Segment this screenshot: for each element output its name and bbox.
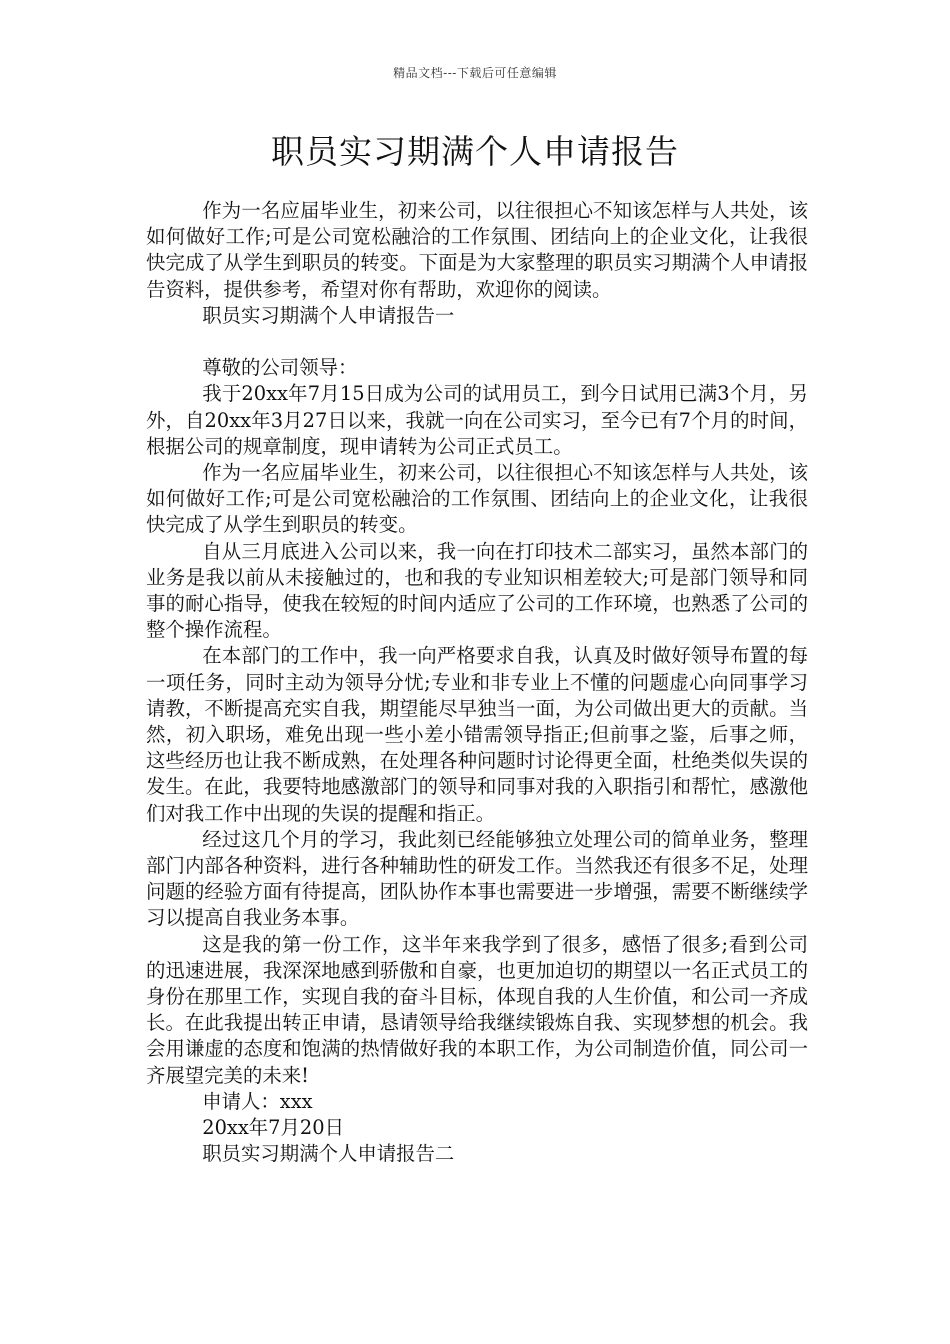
body-paragraph: 作为一名应届毕业生，初来公司，以往很担心不知该怎样与人共处，该如何做好工作;可是公司宽松融洽的工作氛围、团结向上的企业文化，让我很快完成了从学生到职员的转变。 [146, 461, 808, 537]
section-1-title: 职员实习期满个人申请报告一 [202, 303, 455, 327]
application-date: 20xx年7月20日 [202, 1116, 344, 1140]
applicant-signature: 申请人：xxx [202, 1089, 313, 1113]
document-body [146, 198, 808, 1168]
body-paragraph: 这是我的第一份工作，这半年来我学到了很多，感悟了很多;看到公司的迅速进展，我深深地感到骄傲和自豪，也更加迫切的期望以一名正式员工的身份在那里工作，实现自我的奋斗目标，体现自我的人生价值，和公司一齐成长。在此我提出转正申请，恳请领导给我继续锻炼自我、实现梦想的机会。我会用谦虚的态度和饱满的热情做好我的本职工作，为公司制造价值，同公司一齐展望完美的未来! [146, 932, 808, 1087]
body-paragraph: 我于20xx年7月15日成为公司的试用员工，到今日试用已满3个月，另外，自20xx年3月27日以来，我就一向在公司实习，至今已有7个月的时间，根据公司的规章制度，现申请转为公司正式员工。 [146, 382, 808, 458]
document-title: 职员实习期满个人申请报告 [271, 132, 679, 171]
blank-line [146, 329, 808, 355]
salutation: 尊敬的公司领导： [202, 356, 358, 380]
intro-paragraph: 作为一名应届毕业生，初来公司，以往很担心不知该怎样与人共处，该如何做好工作;可是公司宽松融洽的工作氛围、团结向上的企业文化，让我很快完成了从学生到职员的转变。下面是为大家整理的职员实习期满个人申请报告资料，提供参考，希望对你有帮助，欢迎你的阅读。 [146, 199, 808, 301]
body-paragraph: 自从三月底进入公司以来，我一向在打印技术二部实习，虽然本部门的业务是我以前从未接触过的，也和我的专业知识相差较大;可是部门领导和同事的耐心指导，使我在较短的时间内适应了公司的工作环境，也熟悉了公司的整个操作流程。 [146, 539, 808, 642]
header-note: 精品文档---下载后可任意编辑 [393, 66, 557, 80]
body-paragraph: 经过这几个月的学习，我此刻已经能够独立处理公司的简单业务，整理部门内部各种资料，进行各种辅助性的研发工作。当然我还有很多不足，处理问题的经验方面有待提高，团队协作本事也需要进一步增强，需要不断继续学习以提高自我业务本事。 [146, 827, 808, 930]
section-2-title: 职员实习期满个人申请报告二 [202, 1142, 455, 1166]
body-paragraph: 在本部门的工作中，我一向严格要求自我，认真及时做好领导布置的每一项任务，同时主动为领导分忧;专业和非专业上不懂的问题虚心向同事学习请教，不断提高充实自我，期望能尽早独当一面，为公司做出更大的贡献。当然，初入职场，难免出现一些小差小错需领导指正;但前事之鉴，后事之师，这些经历也让我不断成熟，在处理各种问题时讨论得更全面，杜绝类似失误的发生。在此，我要特地感激部门的领导和同事对我的入职指引和帮忙，感激他们对我工作中出现的失误的提醒和指正。 [146, 644, 808, 825]
